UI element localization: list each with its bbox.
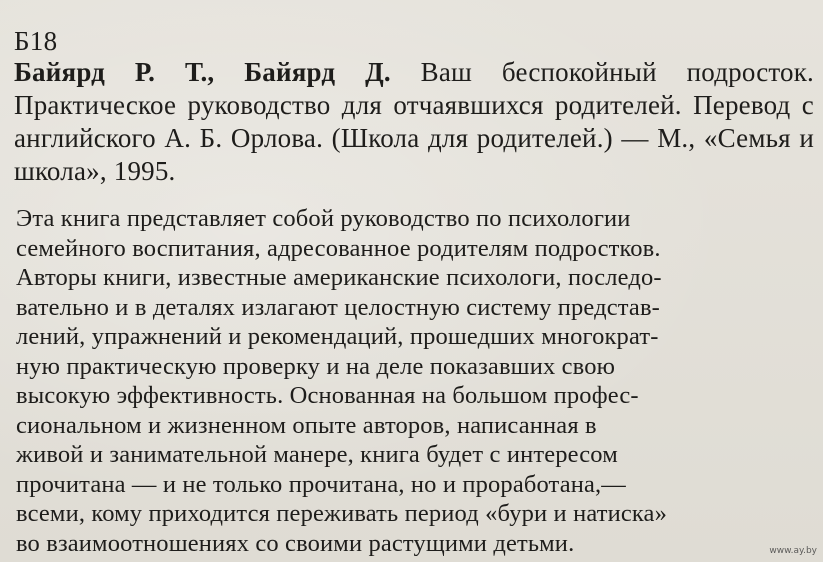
catalog-code: Б18 <box>14 26 58 56</box>
annotation-line: семейного воспитания, адресованное родителям подростков. <box>16 234 661 262</box>
annotation-line: Эта книга представляет собой руководство по психологии <box>16 205 631 232</box>
bibliographic-citation <box>14 56 814 188</box>
annotation-line: всеми, кому приходится переживать период «бури и натиска» <box>16 500 667 527</box>
authors: Байярд Р. Т., Байярд Д. <box>14 57 391 87</box>
site-watermark: www.ay.by <box>769 546 817 556</box>
annotation-line: высокую эффективность. Основанная на большом профес- <box>16 382 639 409</box>
annotation-line: сиональном и жизненном опыте авторов, написанная в <box>16 411 597 439</box>
annotation-line: вательно и в деталях излагают целостную систему представ- <box>16 293 660 321</box>
annotation-line: ную практическую проверку и на деле показавших свою <box>16 352 616 380</box>
book-annotation <box>16 204 809 558</box>
annotation-line: живой и занимательной манере, книга будет с интересом <box>16 441 618 468</box>
catalog-entry <box>14 26 814 188</box>
annotation-line: лений, упражнений и рекомендаций, прошедших многократ- <box>16 323 659 350</box>
annotation-line: во взаимоотношениях со своими растущими детьми. <box>16 529 575 557</box>
annotation-line: Авторы книги, известные американские психологи, последо- <box>16 264 662 291</box>
title-and-publication: Ваш беспокойный подросток. Практическое руководство для отчаявшихся родителей. Перевод с английского А. Б. Орлова. (Школа для родителей.) — М., «Семья и школа», 1995. <box>14 57 814 186</box>
annotation-line: прочитана — и не только прочитана, но и проработана,— <box>16 470 626 498</box>
